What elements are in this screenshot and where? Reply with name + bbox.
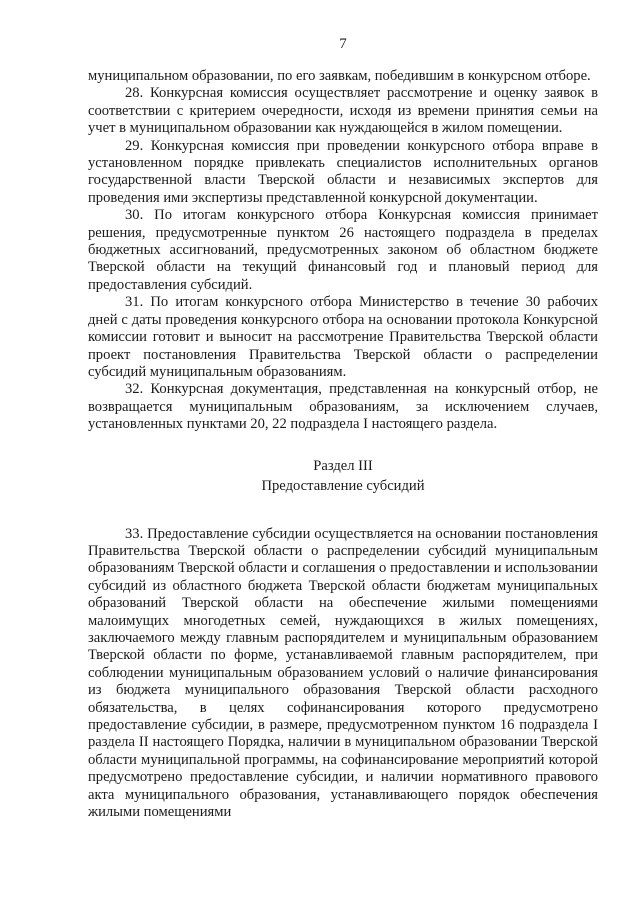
section-number: Раздел III bbox=[313, 457, 373, 474]
document-page bbox=[88, 0, 598, 905]
paragraphs-before-section bbox=[88, 68, 598, 434]
document-body bbox=[88, 68, 598, 821]
section-heading bbox=[88, 456, 598, 496]
paragraphs-after-section bbox=[88, 526, 598, 822]
paragraph: 29. Конкурсная комиссия при проведении конкурсного отбора вправе в установленном порядке привлекать специалистов исполнительных органов государственной власти Тверской области и независимых экспертов для проведения ими экспертизы представленной конкурсной документации. bbox=[88, 137, 598, 206]
paragraph: 32. Конкурсная документация, представленная на конкурсный отбор, не возвращается муниципальным образованиям, за исключением случаев, установленных пунктами 20, 22 подраздела I настоящего раздела. bbox=[88, 381, 598, 433]
paragraph: 33. Предоставление субсидии осуществляется на основании постановления Правительства Тверской области о распределении субсидий муниципальным образованиям Тверской области и соглашения о предоставлении и использовании субсидий из областного бюджета Тверской области бюджетам муниципальных образований Тверской области на обеспечение жилыми помещениями малоимущих многодетных семей, нуждающихся в жилых помещениях, заключаемого между главным распорядителем и муниципальным образованием Тверской области по форме, устанавливаемой главным распорядителем, при соблюдении муниципальным образованием условий о наличие финансирования из бюджета муниципального образования Тверской области расходного обязательства, в целях софинансирования которого предусмотрено предоставление субсидии, в размере, предусмотренном пунктом 16 подраздела I раздела II настоящего Порядка, наличии в муниципальном образовании Тверской области муниципальной программы, на софинансирование мероприятий которой предусмотрено предоставление субсидии, и наличии нормативного правового акта муниципального образования, устанавливающего порядок обеспечения жилыми помещениями bbox=[88, 525, 598, 821]
section-title: Предоставление субсидий bbox=[261, 477, 425, 494]
page-number: 7 bbox=[339, 36, 347, 52]
paragraph: 30. По итогам конкурсного отбора Конкурсная комиссия принимает решения, предусмотренные пунктом 26 настоящего подраздела в пределах бюджетных ассигнований, предусмотренных законом об областном бюджете Тверской области на текущий финансовый год и плановый период для предоставления субсидий. bbox=[88, 207, 598, 293]
paragraph: муниципальном образовании, по его заявкам, победившим в конкурсном отборе. bbox=[88, 68, 591, 84]
paragraph: 28. Конкурсная комиссия осуществляет рассмотрение и оценку заявок в соответствии с критерием очередности, исходя из времени принятия семьи на учет в муниципальном образовании как нуждающейся в жилом помещении. bbox=[88, 85, 598, 137]
paragraph: 31. По итогам конкурсного отбора Министерство в течение 30 рабочих дней с даты проведения конкурсного отбора на основании протокола Конкурсной комиссии готовит и выносит на рассмотрение Правительства Тверской области проект постановления Правительства Тверской области о распределении субсидий муниципальным образованиям. bbox=[88, 294, 598, 380]
